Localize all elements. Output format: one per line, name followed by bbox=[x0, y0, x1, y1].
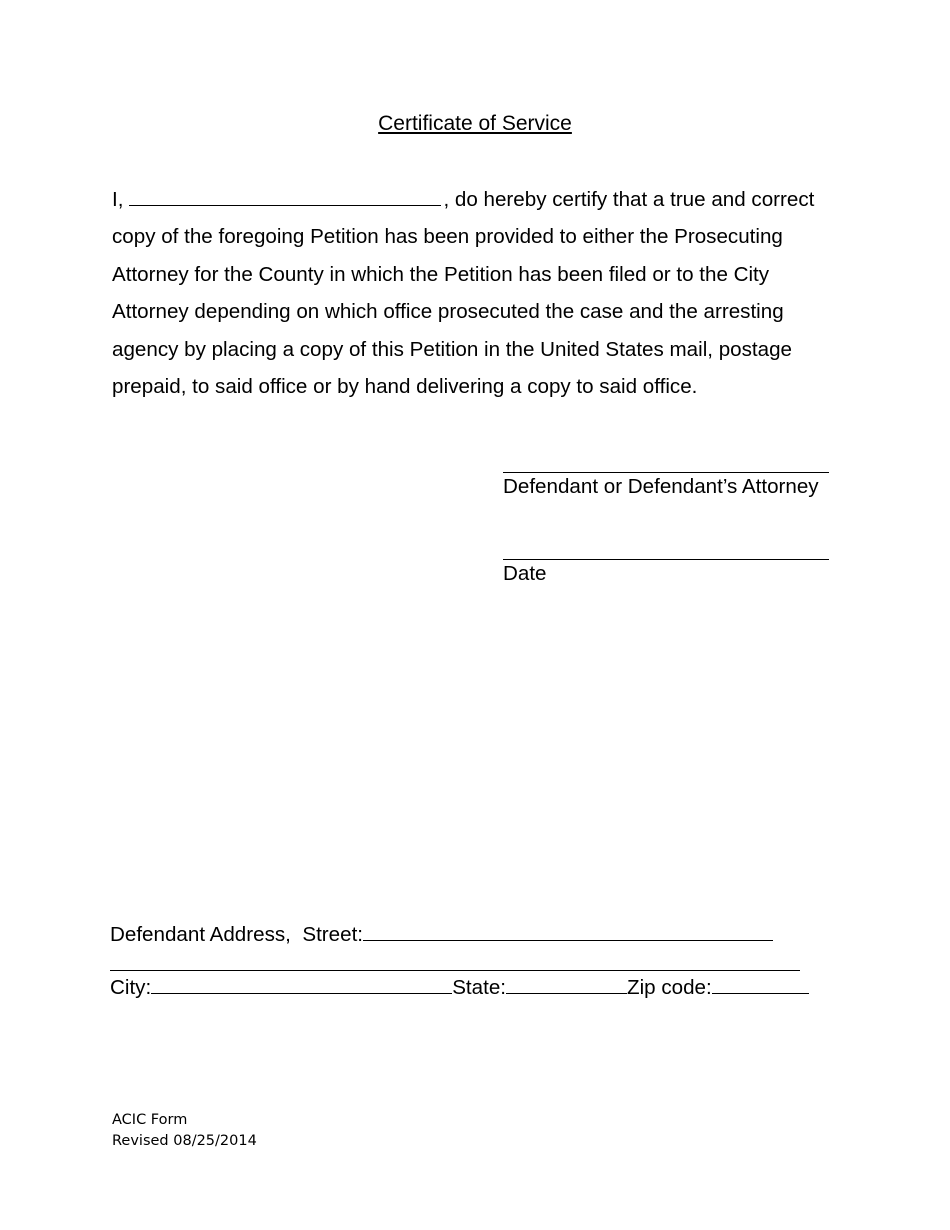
city-label: City: bbox=[110, 976, 152, 999]
certification-paragraph bbox=[112, 181, 847, 405]
paragraph-line-4: Attorney depending on which office prosecuted the case and the arresting bbox=[112, 300, 784, 324]
street-label: Street: bbox=[302, 923, 364, 946]
zip-field[interactable] bbox=[712, 976, 809, 994]
paragraph-line-1 bbox=[112, 181, 847, 218]
address-street-row bbox=[110, 922, 773, 948]
paragraph-line-6: prepaid, to said office or by hand delivering a copy to said office. bbox=[112, 375, 698, 399]
address-prefix: Defendant Address, bbox=[110, 923, 291, 946]
city-field[interactable] bbox=[151, 976, 452, 994]
paragraph-line-5: agency by placing a copy of this Petition in the United States mail, postage bbox=[112, 337, 792, 361]
date-label: Date bbox=[503, 562, 547, 585]
document-title: Certificate of Service bbox=[378, 112, 572, 135]
state-label: State: bbox=[452, 976, 506, 999]
address-city-row bbox=[110, 975, 809, 1001]
footer bbox=[112, 1110, 257, 1152]
certifier-name-blank[interactable] bbox=[129, 187, 441, 206]
signature-line[interactable] bbox=[503, 472, 829, 473]
zip-label: Zip code: bbox=[627, 976, 712, 999]
state-field[interactable] bbox=[506, 976, 627, 994]
street-field[interactable] bbox=[363, 923, 773, 941]
paragraph-line-3: Attorney for the County in which the Petition has been filed or to the City bbox=[112, 262, 770, 286]
paragraph-line-1-text: , do hereby certify that a true and correct bbox=[443, 188, 815, 211]
footer-revised-date: Revised 08/25/2014 bbox=[112, 1133, 257, 1149]
signature-label: Defendant or Defendant’s Attorney bbox=[503, 475, 819, 498]
certifier-prefix: I, bbox=[112, 188, 124, 211]
date-line[interactable] bbox=[503, 559, 829, 560]
address-continuation-line[interactable] bbox=[110, 970, 800, 971]
date-block bbox=[503, 539, 848, 587]
signature-block bbox=[503, 452, 848, 500]
footer-form-name: ACIC Form bbox=[112, 1112, 188, 1128]
paragraph-line-2: copy of the foregoing Petition has been provided to either the Prosecuting bbox=[112, 225, 783, 249]
